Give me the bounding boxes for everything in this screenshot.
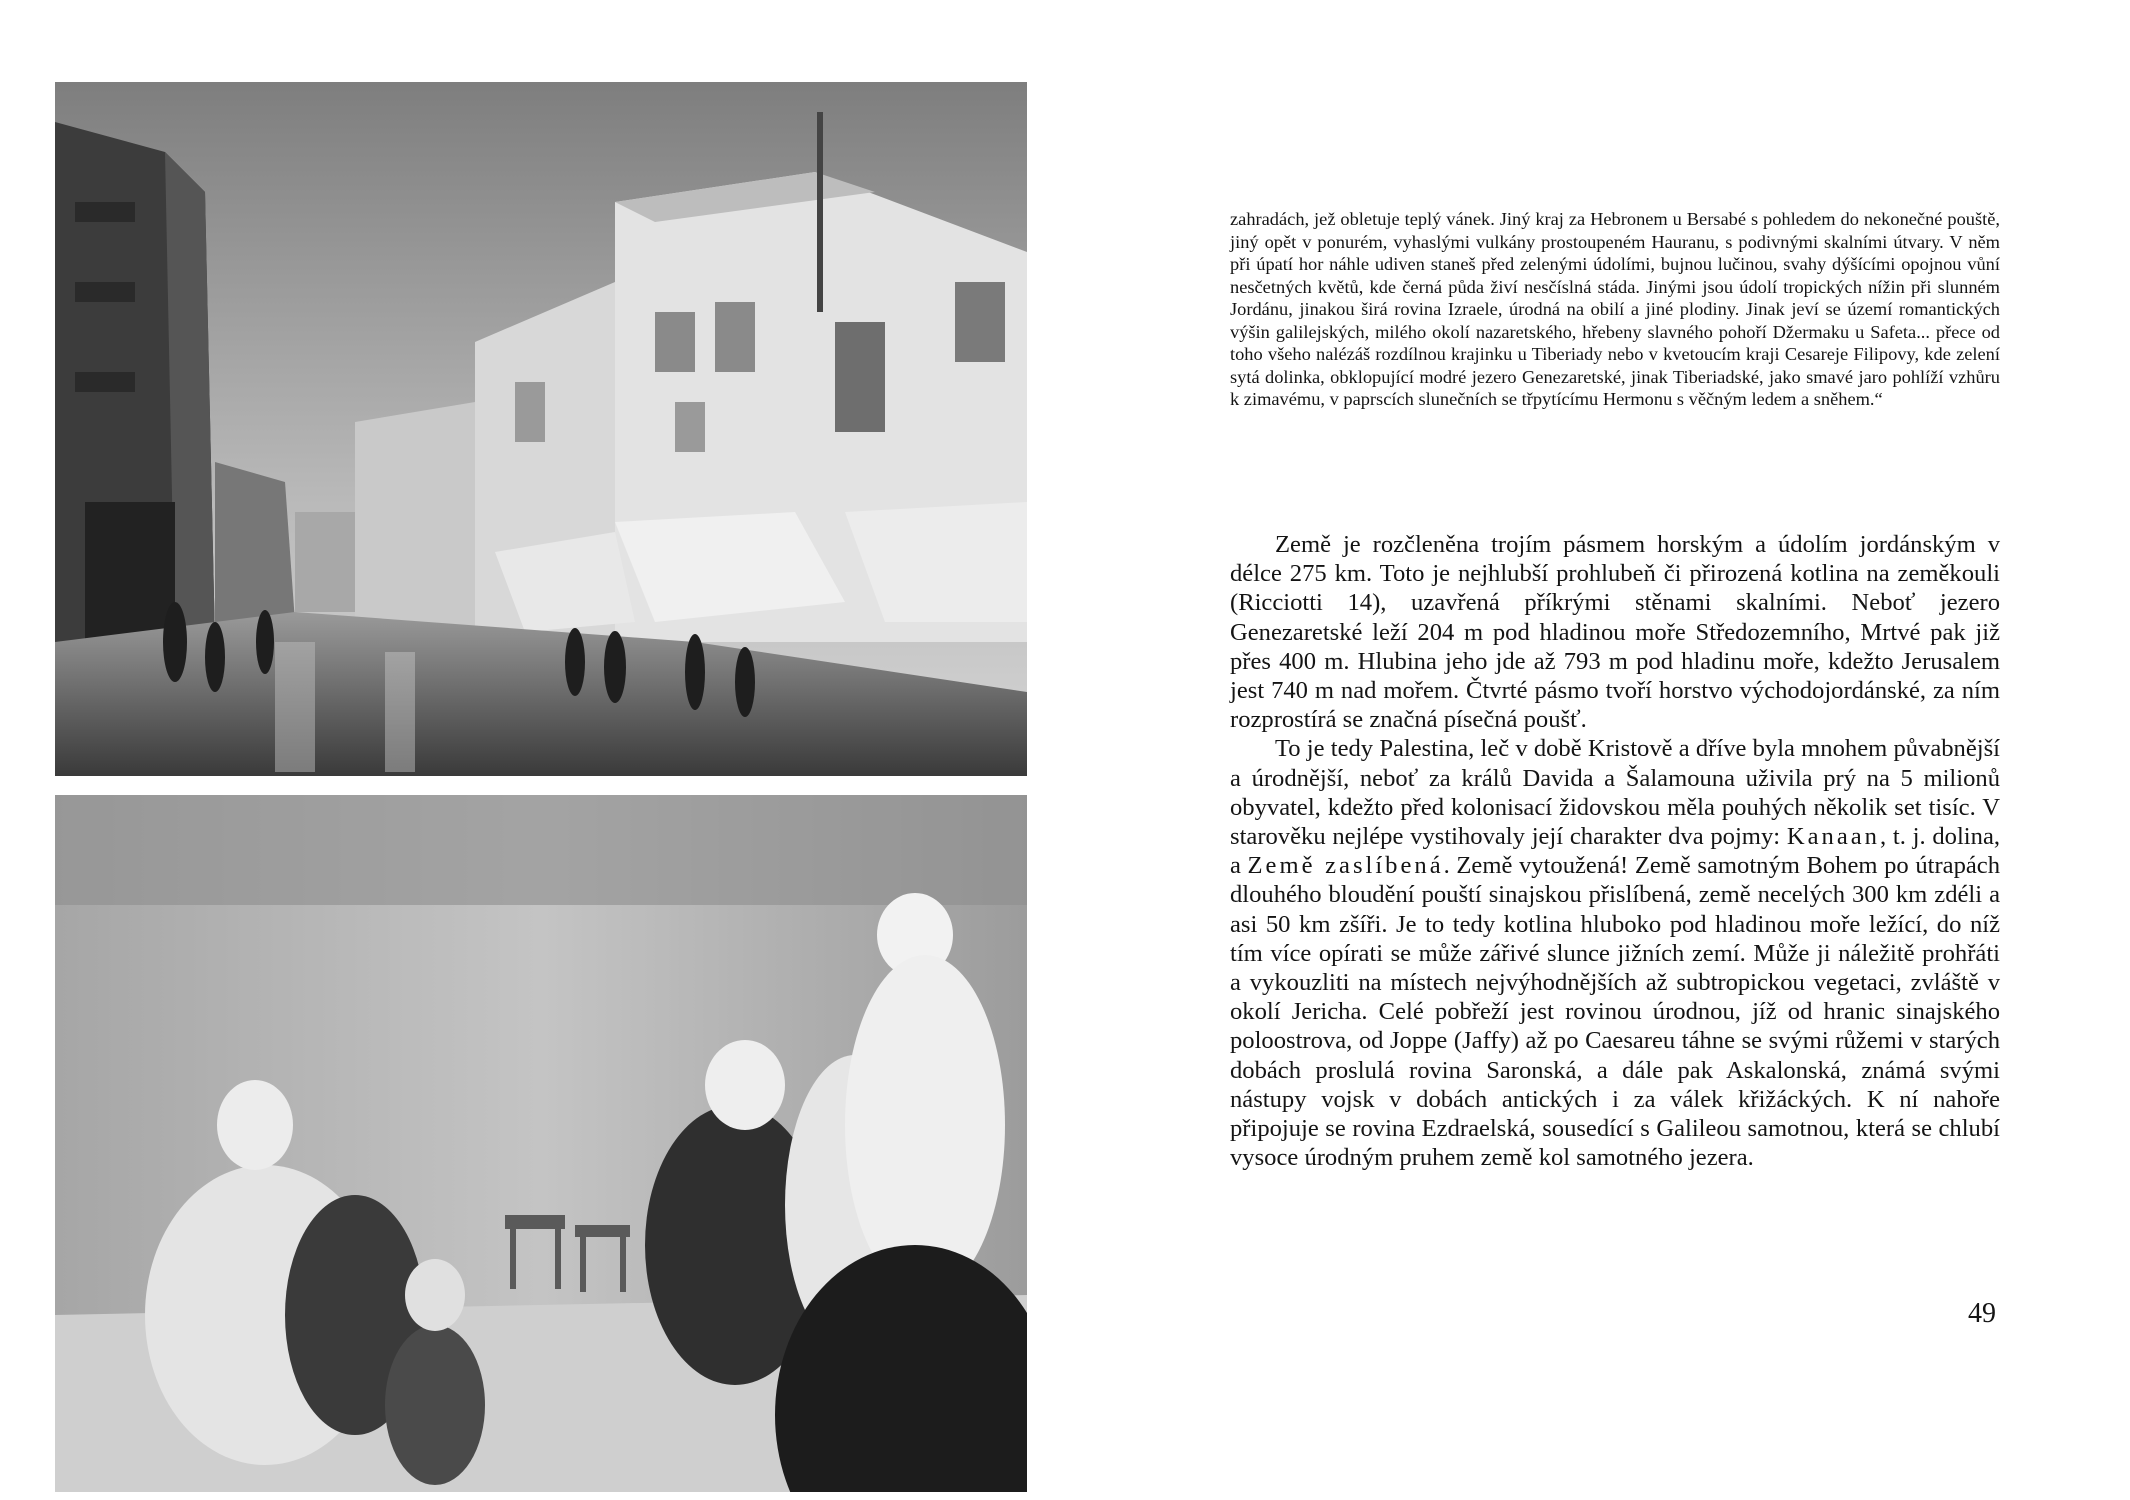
seated-men-photo (55, 795, 1027, 1492)
street-photo-image (55, 82, 1027, 776)
body-paragraph-2-mid: , t. j. dolina, a (1230, 823, 2001, 880)
term-zeme-zaslibena: Země zaslíbená (1247, 852, 1444, 880)
body-paragraph-2-end: . Země vytoužená! Země samotným Bohem po útrapách dlouhého bloudění pouští sinajskou přislíbená, země necelých 300 km zdéli a asi 50 km zšíři. Je to tedy kotlina hluboko pod hladinou moře ležící, do níž tím více opírati se může zářivé slunce jižních zemí. Může ji náležitě prohřáti a vykouzliti na místech nejvýhodnějších až subtropickou vegetaci, zvláště v okolí Jericha. Celé pobřeží jest rovinou úrodnou, jíž od hranic sinajského poloostrova, od Joppe (Jaffy) až po Caesareu táhne se svými růžemi v starých dobách proslulá rovina Saronská, a dále pak Askalonská, známá svými nástupy vojsk v dobách antických i za válek křižáckých. K ní nahoře připojuje se rovina Ezdraelská, sousedící s Galileou samotnou, která se chlubí vysoce úrodným pruhem země kol samotného jezera. (1230, 852, 2000, 1172)
quote-paragraph: zahradách, jež obletuje teplý vánek. Jiný kraj za Hebronem u Bersabé s pohledem do nekonečné pouště, jiný opět v ponurém, vyhaslými vulkány prostoupeném Hauranu, s podivnými skalními útvary. V něm při úpatí hor náhle udiven staneš před zelenými údolími, bujnou lučinou, svahy dýšícími opojnou vůní nesčetných květů, kde černá půda živí nesčíslná stáda. Jinými jsou údolí tropických nížin při slunném Jordánu, jinakou širá rovina Izraele, úrodná na obilí a jiné plodiny. Jinak jeví se území romantických výšin galilejských, milého okolí nazaretského, hřebeny slavného pohoří Džermaku u Safeta... přece od toho všeho nalézáš rozdílnou krajinku u Tiberiady nebo v kvetoucím kraji Cesareje Filipovy, kde zelení sytá dolinka, obklopující modré jezero Genezaretské, jinak Tiberiadské, jako smavé jaro pohlíží vzhůru k zimavému, v paprscích slunečních se třpytícímu Hermonu s věčným ledem a sněhem.“ (1230, 209, 2000, 409)
quote-block (1230, 208, 2000, 411)
body-paragraph-1: Země je rozčleněna trojím pásmem horským a údolím jordánským v délce 275 km. Toto je nejhlubší prohlubeň či přirozená kotlina na zeměkouli (Ricciotti 14), uzavřená příkrými stěnami skalními. Neboť jezero Genezaretské leží 204 m pod hladinou moře Středozemního, Mrtvé pak již přes 400 m. Hlubina jeho jde až 793 m pod hladinu moře, kdežto Jerusalem jest 740 m nad mořem. Čtvrté pásmo tvoří horstvo východojordánské, za ním rozprostírá se značná písečná poušť. (1230, 531, 2000, 734)
body-text (1230, 530, 2000, 1172)
body-paragraph-2 (1230, 734, 2000, 1172)
body-paragraph-2-start: To je tedy Palestina, leč v době Kristově a dříve byla mnohem půvabnější a úrodnější, neboť za králů Davida a Šalamouna uživila prý na 5 milionů obyvatel, kdežto před kolonisací židovskou měla pouhých několik set tisíc. V starověku nejlépe vystihovaly její charakter dva pojmy: (1230, 735, 2000, 851)
seated-men-image (55, 795, 1027, 1492)
street-photo (55, 82, 1027, 776)
term-kanaan: Kanaan (1786, 823, 1880, 851)
page-number: 49 (1968, 1298, 1996, 1329)
